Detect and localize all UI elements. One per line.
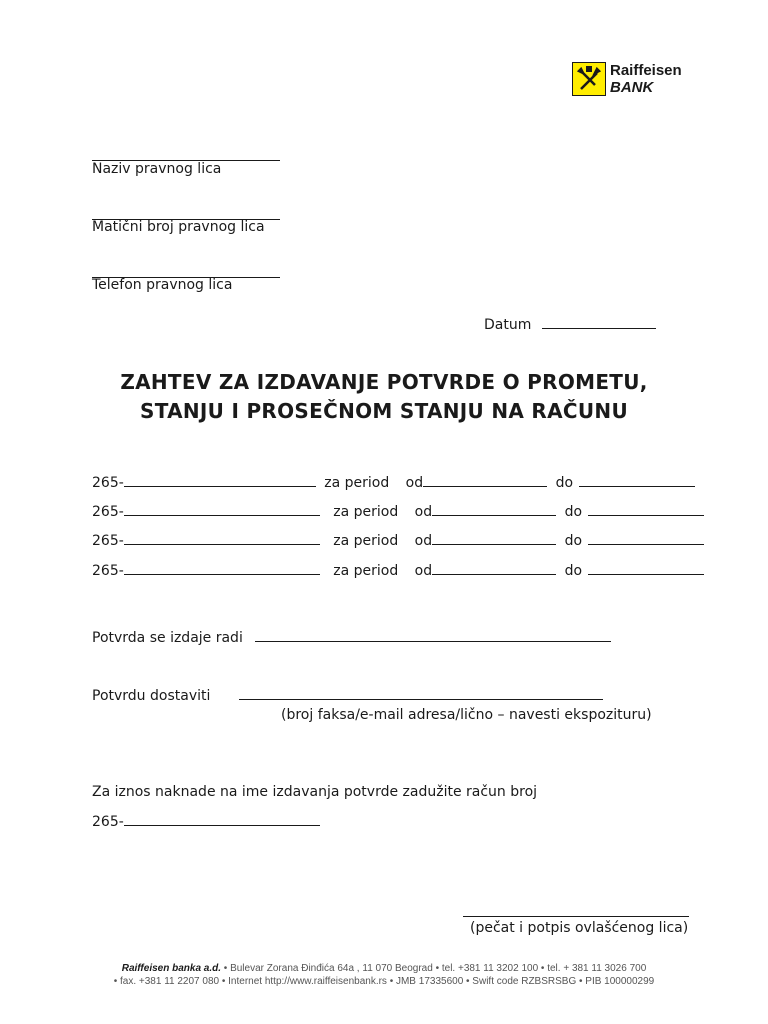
to-date-field[interactable] (588, 543, 704, 545)
account-prefix: 265- (92, 504, 124, 520)
account-number-field[interactable] (124, 573, 320, 575)
account-row (92, 533, 704, 549)
from-label: od (405, 475, 424, 491)
date-row (484, 317, 656, 333)
purpose-field[interactable] (255, 640, 611, 642)
footer-bank-name: Raiffeisen banka a.d. (121, 963, 222, 974)
date-label: Datum (484, 317, 532, 333)
from-date-field[interactable] (432, 514, 556, 516)
signature-label: (pečat i potpis ovlašćenog lica) (470, 920, 689, 936)
from-date-field[interactable] (432, 543, 556, 545)
to-label: do (564, 533, 583, 549)
raiffeisen-logo (572, 62, 704, 98)
company-phone-label: Telefon pravnog lica (92, 277, 233, 293)
purpose-label: Potvrda se izdaje radi (92, 630, 243, 646)
account-number-field[interactable] (124, 514, 320, 516)
account-row (92, 563, 704, 579)
delivery-label: Potvrdu dostaviti (92, 688, 211, 704)
delivery-field[interactable] (239, 698, 603, 700)
period-label: za period (333, 563, 399, 579)
period-label: za period (333, 504, 399, 520)
to-label: do (564, 563, 583, 579)
signature-line[interactable] (463, 902, 689, 921)
to-label: do (564, 504, 583, 520)
to-date-field[interactable] (588, 573, 704, 575)
from-label: od (414, 533, 433, 549)
logo-name: Raiffeisen (610, 62, 682, 79)
delivery-row (92, 688, 603, 704)
logo-bank: BANK (610, 79, 654, 96)
to-label: do (555, 475, 574, 491)
purpose-row (92, 630, 611, 646)
date-field[interactable] (542, 327, 656, 329)
fee-text: Za iznos naknade na ime izdavanja potvrde zadužite račun broj (92, 784, 538, 800)
form-title-line1: ZAHTEV ZA IZDAVANJE POTVRDE O PROMETU, (120, 370, 648, 394)
account-number-field[interactable] (124, 485, 316, 487)
delivery-hint: (broj faksa/e-mail adresa/lično – navesti ekspozituru) (281, 707, 652, 723)
from-date-field[interactable] (432, 573, 556, 575)
footer-line1 (0, 963, 768, 974)
account-number-field[interactable] (124, 543, 320, 545)
fee-account-field[interactable] (124, 824, 320, 826)
account-prefix: 265- (92, 533, 124, 549)
account-row (92, 504, 704, 520)
from-date-field[interactable] (423, 485, 547, 487)
footer-address: • Bulevar Zorana Đinđića 64a , 11 070 Beograd • tel. +381 11 3202 100 • tel. + 381 11 3026 700 (221, 963, 647, 974)
account-row (92, 475, 695, 491)
period-label: za period (333, 533, 399, 549)
from-label: od (414, 563, 433, 579)
fee-account-row (92, 814, 320, 830)
from-label: od (414, 504, 433, 520)
logo-emblem-icon (572, 62, 606, 96)
company-name-label: Naziv pravnog lica (92, 161, 222, 177)
period-label: za period (324, 475, 390, 491)
to-date-field[interactable] (588, 514, 704, 516)
form-title-line2: STANJU I PROSEČNOM STANJU NA RAČUNU (140, 399, 628, 423)
fee-account-prefix: 265- (92, 814, 124, 830)
account-prefix: 265- (92, 563, 124, 579)
registration-number-label: Matični broj pravnog lica (92, 219, 265, 235)
to-date-field[interactable] (579, 485, 695, 487)
account-prefix: 265- (92, 475, 124, 491)
footer-line2: • fax. +381 11 2207 080 • Internet http://www.raiffeisenbank.rs • JMB 17335600 • Swift code RZBSRSBG • PIB 100000299 (113, 976, 655, 987)
